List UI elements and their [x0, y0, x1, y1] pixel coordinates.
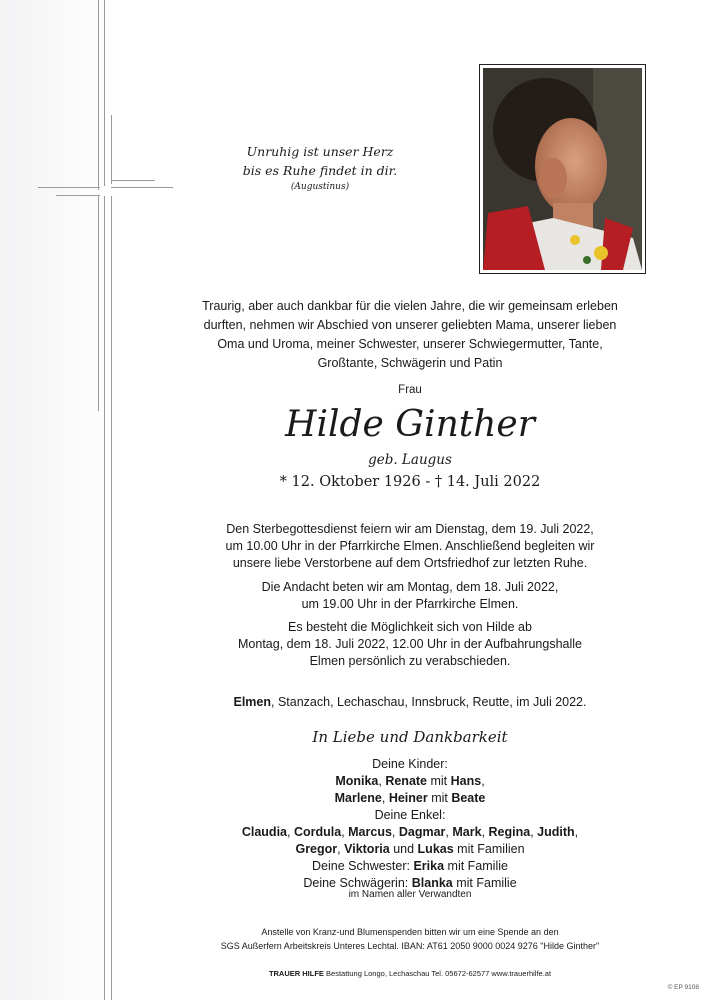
footer-imprint — [130, 969, 690, 978]
service-line: Die Andacht beten wir am Montag, dem 18. Juli 2022, — [261, 580, 559, 594]
portrait-frame — [479, 64, 646, 274]
grandchildren-line-1: Claudia, Cordula, Marcus, Dagmar, Mark, Regina, Judith, — [241, 825, 579, 839]
donation-notice — [130, 925, 690, 953]
page-background-shade — [0, 0, 120, 1000]
relatives-line: im Namen aller Verwandten — [348, 889, 472, 900]
children-line-1: Monika, Renate mit Hans, — [335, 774, 485, 788]
family-list — [130, 756, 690, 892]
places-bold: Elmen — [233, 695, 272, 709]
intro-text — [130, 297, 690, 373]
portrait-photo — [483, 68, 642, 270]
children-label: Deine Kinder: — [372, 757, 448, 771]
service-line: Elmen persönlich zu verabschieden. — [309, 654, 511, 668]
quote-line-2: bis es Ruhe findet in dir. — [242, 163, 398, 178]
sister-in-law-line: Deine Schwägerin: Blanka mit Familie — [303, 876, 517, 890]
notice-line-2: SGS Außerfern Arbeitskreis Unteres Lechtal. IBAN: AT61 2050 9000 0024 9276 "Hilde Ginther" — [220, 941, 600, 951]
service-line: unsere liebe Verstorbene auf dem Ortsfriedhof zur letzten Ruhe. — [232, 556, 588, 570]
service-line: um 10.00 Uhr in der Pfarrkirche Elmen. Anschließend begleiten wir — [225, 539, 595, 553]
notice-line-1: Anstelle von Kranz-und Blumenspenden bitten wir um eine Spende an den — [261, 927, 559, 937]
children-line-2: Marlene, Heiner mit Beate — [334, 791, 486, 805]
intro-line-4: Großtante, Schwägerin und Patin — [317, 356, 503, 370]
service-line: Den Sterbegottesdienst feiern wir am Dienstag, dem 19. Juli 2022, — [226, 522, 594, 536]
deceased-name: Hilde Ginther — [285, 404, 535, 445]
service-line: um 19.00 Uhr in der Pfarrkirche Elmen. — [301, 597, 519, 611]
footer-rest: Bestattung Longo, Lechaschau Tel. 05672-62577 www.trauerhilfe.at — [323, 969, 552, 978]
grandchildren-line-2: Gregor, Viktoria und Lukas mit Familien — [295, 842, 525, 856]
quote — [225, 142, 415, 194]
places-rest: , Stanzach, Lechaschau, Innsbruck, Reutte, im Juli 2022. — [271, 695, 587, 709]
places-line — [130, 695, 690, 709]
intro-line-3: Oma und Uroma, meiner Schwester, unserer Schwiegermutter, Tante, — [217, 337, 603, 351]
service-paragraph-1 — [130, 521, 690, 572]
service-paragraph-3 — [130, 619, 690, 670]
intro-line-2: durften, nehmen wir Abschied von unserer geliebten Mama, unserer lieben — [203, 318, 617, 332]
footer-brand: TRAUER HILFE — [268, 969, 324, 978]
born-name: geb. Laugus — [368, 452, 452, 468]
salutation: Frau — [398, 384, 422, 396]
intro-line-1: Traurig, aber auch dankbar für die vielen Jahre, die wir gemeinsam erleben — [202, 299, 618, 313]
service-paragraph-2 — [130, 579, 690, 613]
service-line: Montag, dem 18. Juli 2022, 12.00 Uhr in der Aufbahrungshalle — [238, 637, 582, 651]
grandchildren-label: Deine Enkel: — [374, 808, 446, 822]
print-code: © EP 9108 — [667, 984, 699, 991]
love-line: In Liebe und Dankbarkeit — [312, 728, 508, 746]
sister-line: Deine Schwester: Erika mit Familie — [312, 859, 508, 873]
life-dates: * 12. Oktober 1926 - † 14. Juli 2022 — [279, 474, 541, 490]
quote-source: (Augustinus) — [290, 182, 350, 192]
service-line: Es besteht die Möglichkeit sich von Hilde ab — [288, 620, 532, 634]
quote-line-1: Unruhig ist unser Herz — [246, 144, 394, 159]
